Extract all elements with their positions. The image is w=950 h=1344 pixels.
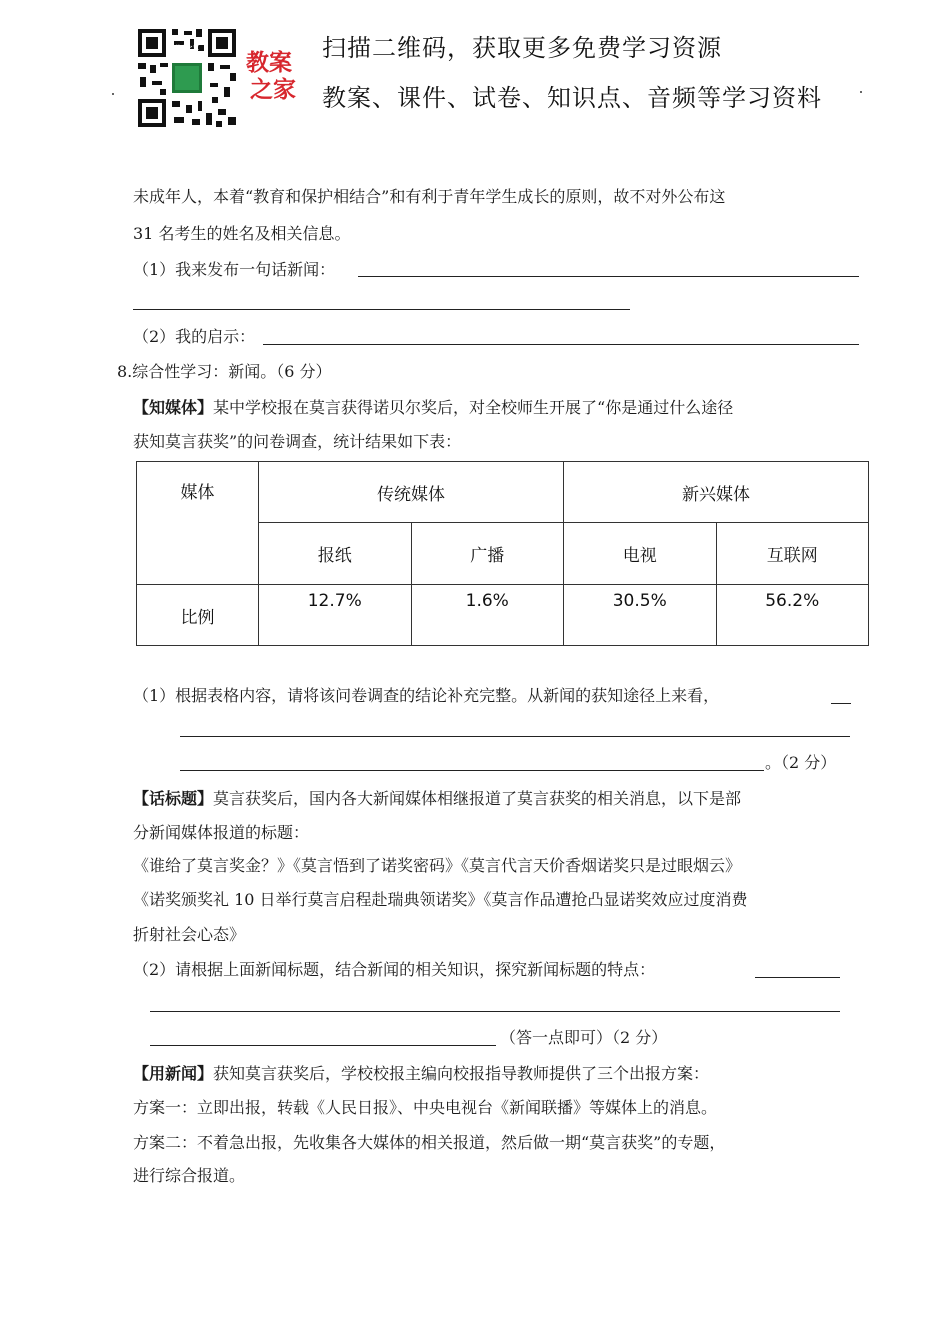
table-cell-value: 1.6%	[411, 585, 564, 646]
media-paragraph-2: 获知莫言获奖”的问卷调查，统计结果如下表：	[133, 432, 462, 451]
header-slogan-2: 教案、课件、试卷、知识点、音频等学习资料	[322, 84, 822, 112]
table-subheader: 电视	[564, 523, 717, 585]
table-header-emerging: 新兴媒体	[564, 462, 869, 523]
table-subheader: 互联网	[716, 523, 869, 585]
table-header-traditional: 传统媒体	[259, 462, 564, 523]
qr-code	[136, 27, 238, 129]
media-survey-table	[136, 461, 869, 646]
media-text: 某中学校报在莫言获得诺贝尔奖后，对全校师生开展了“你是通过什么途径	[213, 398, 734, 417]
table-cell-value: 56.2%	[716, 585, 869, 646]
topic-text: 莫言获奖后，国内各大新闻媒体相继报道了莫言获奖的相关消息，以下是部	[213, 789, 742, 808]
table-row-label-ratio: 比例	[137, 585, 259, 646]
plan-2: 方案二：不着急出报，先收集各大媒体的相关报道，然后做一期“莫言获奖”的专题，	[133, 1133, 726, 1152]
plan-1: 方案一：立即出报，转载《人民日报》、中央电视台《新闻联播》等媒体上的消息。	[133, 1098, 718, 1117]
intro-line-2: 31 名考生的姓名及相关信息。	[133, 224, 351, 243]
question-8-title: 8.综合性学习：新闻。（6 分）	[117, 362, 332, 381]
topic-paragraph-1	[133, 789, 741, 809]
media-paragraph-1	[133, 398, 733, 418]
corner-dot-left	[112, 93, 114, 95]
headlines-line-3: 折射社会心态》	[133, 925, 246, 944]
answer-blank[interactable]	[150, 1011, 840, 1012]
intro-line-1: 未成年人，本着“教育和保护相结合”和有利于青年学生成长的原则，故不对外公布这	[133, 187, 726, 206]
question-1-label: （1）我来发布一句话新闻：	[133, 260, 336, 279]
table-cell-value: 12.7%	[259, 585, 412, 646]
brand-logo-line2: 之家	[250, 77, 296, 103]
topic-section-heading: 【话标题】	[133, 789, 214, 808]
table-subheader: 报纸	[259, 523, 412, 585]
answer-blank[interactable]	[150, 1045, 496, 1046]
headlines-line-1: 《谁给了莫言奖金？》《莫言悟到了诺奖密码》《莫言代言天价香烟诺奖只是过眼烟云》	[133, 856, 742, 875]
brand-logo-line1: 教案	[246, 50, 292, 76]
answer-blank[interactable]	[263, 344, 859, 345]
sub-question-2-note: （答一点即可）（2 分）	[500, 1028, 668, 1047]
answer-blank[interactable]	[831, 703, 851, 704]
media-section-heading: 【知媒体】	[133, 398, 214, 417]
sub-question-2: （2）请根据上面新闻标题，结合新闻的相关知识，探究新闻标题的特点：	[133, 960, 656, 979]
headlines-line-2: 《诺奖颁奖礼 10 日举行莫言启程赴瑞典领诺奖》《莫言作品遭抢凸显诺奖效应过度消费	[133, 890, 748, 909]
question-2-label: （2）我的启示：	[133, 327, 256, 346]
corner-dot-right	[860, 91, 862, 93]
answer-blank[interactable]	[180, 736, 850, 737]
use-paragraph-1	[133, 1064, 709, 1084]
answer-blank[interactable]	[180, 770, 764, 771]
sub-question-1-points: 。（2 分）	[765, 753, 837, 772]
qr-badge-text: 教案之家	[174, 45, 199, 52]
header-slogan-1: 扫描二维码，获取更多免费学习资源	[322, 34, 722, 62]
table-cell-value: 30.5%	[564, 585, 717, 646]
plan-2-cont: 进行综合报道。	[133, 1166, 246, 1185]
answer-blank[interactable]	[133, 309, 630, 310]
table-subheader: 广播	[411, 523, 564, 585]
answer-blank[interactable]	[755, 977, 840, 978]
use-text: 获知莫言获奖后，学校校报主编向校报指导教师提供了三个出报方案：	[213, 1064, 710, 1083]
use-section-heading: 【用新闻】	[133, 1064, 214, 1083]
topic-paragraph-2: 分新闻媒体报道的标题：	[133, 823, 310, 842]
sub-question-1: （1）根据表格内容，请将该问卷调查的结论补充完整。从新闻的获知途径上来看，	[133, 686, 720, 705]
table-header-media: 媒体	[137, 462, 259, 585]
answer-blank[interactable]	[358, 276, 859, 277]
